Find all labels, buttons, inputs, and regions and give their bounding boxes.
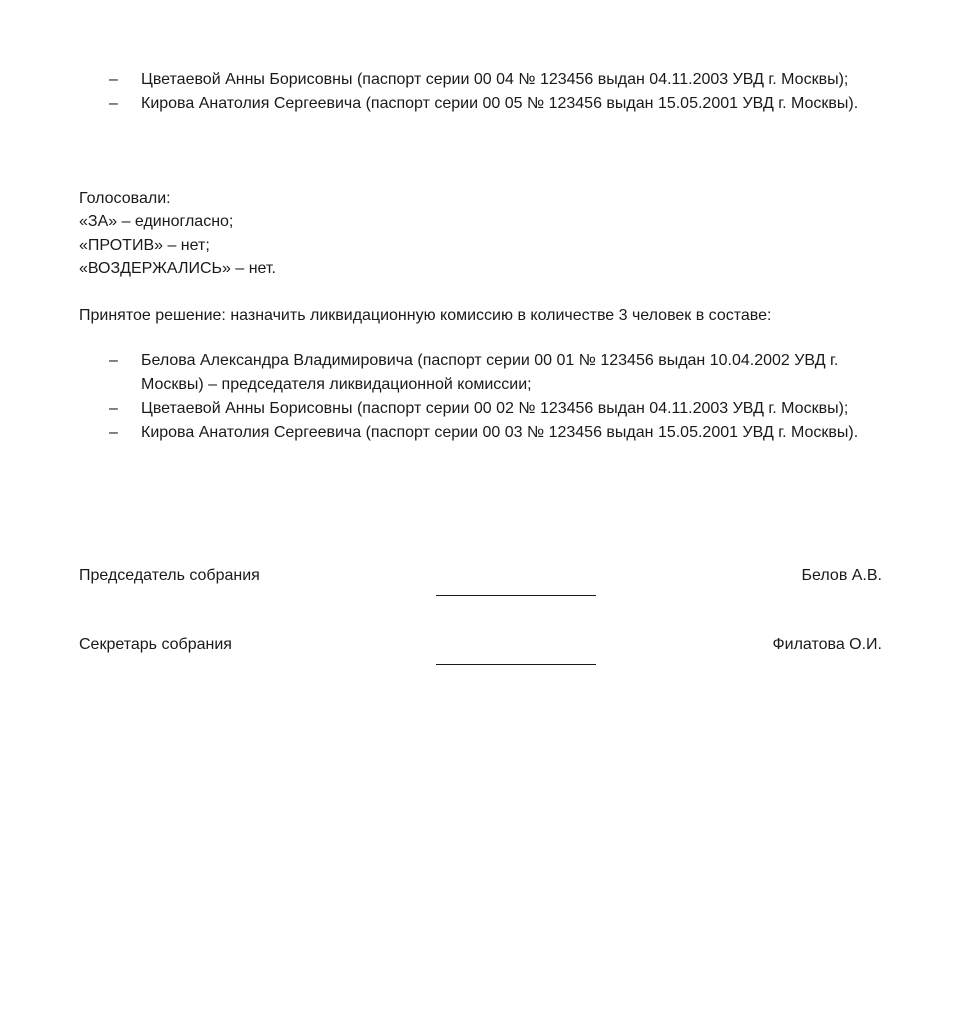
list-item bbox=[0, 68, 861, 92]
list-marker: – bbox=[109, 424, 118, 441]
secretary-role: Секретарь собрания bbox=[79, 636, 232, 653]
decision-text: Принятое решение: назначить ликвидационную комиссию в количестве 3 человек в составе: bbox=[79, 307, 772, 324]
list-item-text: Кирова Анатолия Сергеевича (паспорт серии 00 05 № 123456 выдан 15.05.2001 УВД г. Москвы). bbox=[141, 95, 859, 112]
list-marker: – bbox=[109, 95, 118, 112]
vote-block bbox=[79, 187, 276, 281]
list-item-text: Цветаевой Анны Борисовны (паспорт серии 00 02 № 123456 выдан 04.11.2003 УВД г. Москвы); bbox=[141, 400, 849, 417]
list-marker: – bbox=[109, 400, 118, 417]
chairman-signature-line bbox=[436, 595, 596, 596]
vote-for: «ЗА» – единогласно; bbox=[79, 213, 234, 231]
list-item bbox=[0, 421, 861, 445]
list-item-text: Белова Александра Владимировича (паспорт серии 00 01 № 123456 выдан 10.04.2002 УВД г. Москвы) – председателя ликвидационной комиссии; bbox=[141, 352, 839, 393]
vote-heading: Голосовали: bbox=[79, 190, 171, 207]
vote-abstain: «ВОЗДЕРЖАЛИСЬ» – нет. bbox=[79, 260, 276, 278]
list-item-text: Кирова Анатолия Сергеевича (паспорт серии 00 03 № 123456 выдан 15.05.2001 УВД г. Москвы). bbox=[141, 424, 859, 441]
commission-list bbox=[0, 349, 967, 445]
list-item bbox=[0, 92, 861, 116]
secretary-signature-line bbox=[436, 664, 596, 665]
vote-against: «ПРОТИВ» – нет; bbox=[79, 236, 210, 254]
list-item bbox=[0, 397, 861, 421]
chairman-name: Белов А.В. bbox=[801, 567, 882, 584]
secretary-signature-row bbox=[79, 636, 882, 666]
list-marker: – bbox=[109, 71, 118, 88]
list-item-text: Цветаевой Анны Борисовны (паспорт серии 00 04 № 123456 выдан 04.11.2003 УВД г. Москвы); bbox=[141, 71, 849, 88]
list-item bbox=[0, 349, 861, 397]
secretary-name: Филатова О.И. bbox=[772, 636, 882, 653]
chairman-signature-row bbox=[79, 567, 882, 597]
chairman-role: Председатель собрания bbox=[79, 567, 260, 584]
members-list-top bbox=[0, 68, 967, 116]
list-marker: – bbox=[109, 352, 118, 369]
